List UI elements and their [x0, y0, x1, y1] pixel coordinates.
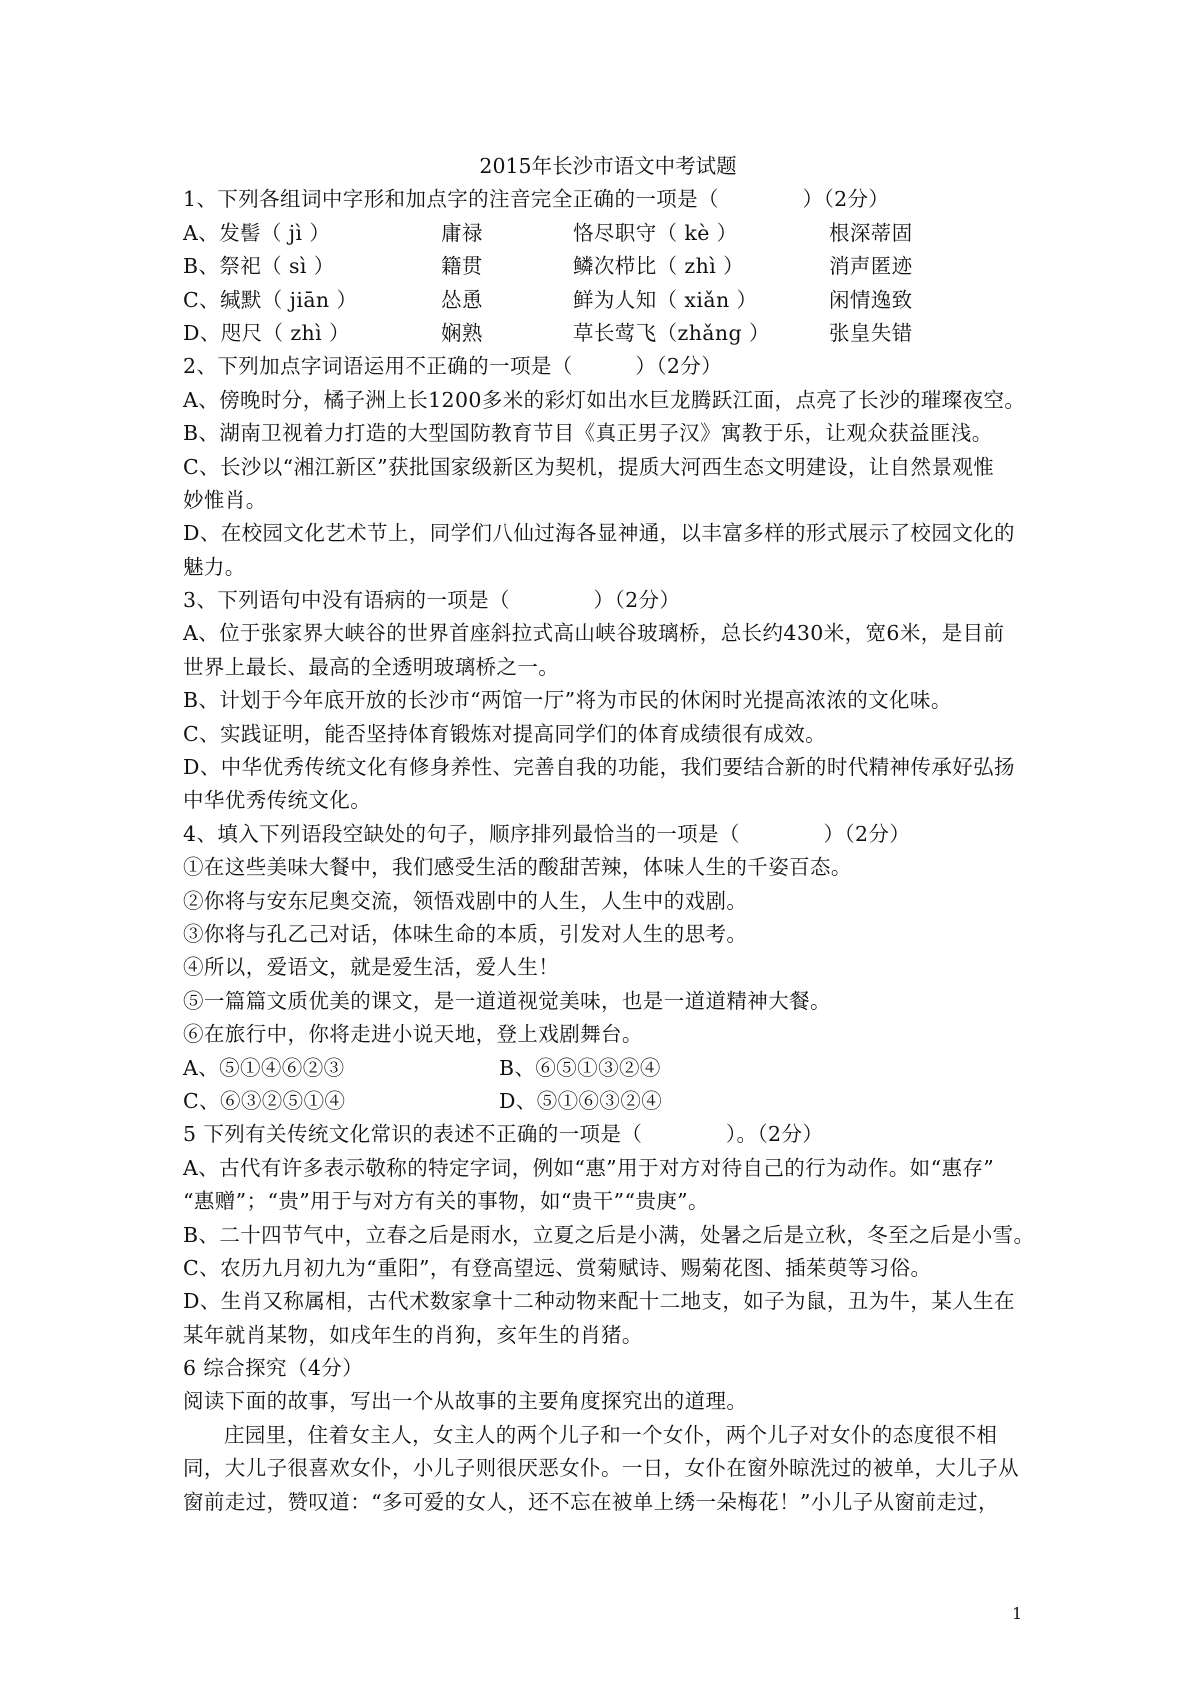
q1-option-cell: 怂恿 — [441, 287, 483, 312]
q4-sentence: ①在这些美味大餐中，我们感受生活的酸甜苦辣，体味人生的千姿百态。 — [183, 855, 852, 880]
q6-story-line: 同，大儿子很喜欢女仆，小儿子则很厌恶女仆。一日，女仆在窗外晾洗过的被单，大儿子从 — [183, 1456, 1019, 1481]
q1-option-cell: 闲情逸致 — [829, 287, 913, 312]
q4-sentence: ③你将与孔乙己对话，体味生命的本质，引发对人生的思考。 — [183, 921, 748, 946]
q1-stem: 1、下列各组词中字形和加点字的注音完全正确的一项是（ ）（2分） — [183, 187, 890, 212]
q1-option-cell: 消声匿迹 — [829, 254, 913, 279]
q4-option: C、⑥③②⑤①④ — [183, 1088, 346, 1113]
q3-text-line: D、中华优秀传统文化有修身养性、完善自我的功能，我们要结合新的时代精神传承好弘扬 — [183, 755, 1015, 780]
q1-option-row — [183, 250, 1033, 283]
q1-option-row — [183, 284, 1033, 317]
q4-option: A、⑤①④⑥②③ — [183, 1055, 345, 1080]
q4-sentence: ④所以，爱语文，就是爱生活，爱人生！ — [183, 955, 560, 980]
q5-stem: 5 下列有关传统文化常识的表述不正确的一项是（ ）。（2分） — [183, 1122, 824, 1147]
q1-option-cell: 籍贯 — [441, 254, 483, 279]
page-number: 1 — [1012, 1604, 1023, 1623]
q4-sentence: ⑥在旅行中，你将走进小说天地，登上戏剧舞台。 — [183, 1022, 643, 1047]
q1-option-row — [183, 317, 1033, 350]
q4-option-row — [183, 1052, 1033, 1085]
q1-option-cell: 鳞次栉比（ zhì ） — [573, 254, 744, 279]
q2-stem: 2、下列加点字词语运用不正确的一项是（ ）（2分） — [183, 354, 723, 379]
q1-option-cell: B、祭祀（ sì ） — [183, 254, 335, 279]
q2-text-line: 妙惟肖。 — [183, 487, 267, 512]
q5-text-line: 某年就肖某物，如戌年生的肖狗，亥年生的肖猪。 — [183, 1322, 643, 1347]
q1-option-cell: C、缄默（ jiān ） — [183, 287, 358, 312]
q3-text-line: 世界上最长、最高的全透明玻璃桥之一。 — [183, 654, 560, 679]
q5-text-line: A、古代有许多表示敬称的特定字词，例如“惠”用于对方对待自己的行为动作。如“惠存” — [183, 1155, 995, 1180]
q4-option: B、⑥⑤①③②④ — [499, 1055, 661, 1080]
q5-text-line: C、农历九月初九为“重阳”，有登高望远、赏菊赋诗、赐菊花图、插茱萸等习俗。 — [183, 1255, 932, 1280]
q5-text-line: B、二十四节气中，立春之后是雨水，立夏之后是小满，处暑之后是立秋，冬至之后是小雪。 — [183, 1222, 1035, 1247]
q6-instruction: 阅读下面的故事，写出一个从故事的主要角度探究出的道理。 — [183, 1389, 748, 1414]
q1-option-cell: D、咫尺（ zhì ） — [183, 320, 350, 345]
q4-sentence: ②你将与安东尼奥交流，领悟戏剧中的人生，人生中的戏剧。 — [183, 888, 748, 913]
q3-text-line: C、实践证明，能否坚持体育锻炼对提高同学们的体育成绩很有成效。 — [183, 721, 827, 746]
q4-sentence: ⑤一篇篇文质优美的课文，是一道道视觉美味，也是一道道精神大餐。 — [183, 988, 831, 1013]
q3-text-line: 中华优秀传统文化。 — [183, 788, 372, 813]
q1-option-row — [183, 217, 1033, 250]
q3-stem: 3、下列语句中没有语病的一项是（ ）（2分） — [183, 588, 681, 613]
q1-option-cell: A、发髻（ jì ） — [183, 220, 331, 245]
q2-text-line: A、傍晚时分，橘子洲上长1200多米的彩灯如出水巨龙腾跃江面，点亮了长沙的璀璨夜空。 — [183, 387, 1026, 412]
q6-story-line: 窗前走过，赞叹道：“多可爱的女人，还不忘在被单上绣一朵梅花！”小儿子从窗前走过， — [183, 1489, 999, 1514]
q2-text-line: B、湖南卫视着力打造的大型国防教育节目《真正男子汉》寓教于乐，让观众获益匪浅。 — [183, 421, 993, 446]
q6-story-line: 庄园里，住着女主人，女主人的两个儿子和一个女仆，两个儿子对女仆的态度很不相 — [224, 1422, 998, 1447]
q1-option-cell: 根深蒂固 — [829, 220, 913, 245]
q2-text-line: D、在校园文化艺术节上，同学们八仙过海各显神通，以丰富多样的形式展示了校园文化的 — [183, 521, 1015, 546]
page-title: 2015年长沙市语文中考试题 — [479, 154, 737, 178]
q4-option-row — [183, 1085, 1033, 1118]
q3-text-line: B、计划于今年底开放的长沙市“两馆一厅”将为市民的休闲时光提高浓浓的文化味。 — [183, 688, 952, 713]
q2-text-line: 魅力。 — [183, 554, 246, 579]
q1-option-cell: 庸禄 — [441, 220, 483, 245]
q1-option-cell: 鲜为人知（ xiǎn ） — [573, 287, 758, 312]
q1-option-cell: 娴熟 — [441, 320, 483, 345]
q2-text-line: C、长沙以“湘江新区”获批国家级新区为契机，提质大河西生态文明建设，让自然景观惟 — [183, 454, 995, 479]
q4-option: D、⑤①⑥③②④ — [499, 1088, 663, 1113]
q5-text-line: D、生肖又称属相，古代术数家拿十二种动物来配十二地支，如子为鼠，丑为牛，某人生在 — [183, 1289, 1015, 1314]
q1-option-cell: 恪尽职守（ kè ） — [573, 220, 738, 245]
q1-option-cell: 张皇失错 — [829, 320, 913, 345]
q6-stem: 6 综合探究（4分） — [183, 1356, 364, 1381]
exam-content — [183, 150, 1033, 1519]
q3-text-line: A、位于张家界大峡谷的世界首座斜拉式高山峡谷玻璃桥，总长约430米，宽6米，是目前 — [183, 621, 1005, 646]
q1-option-cell: 草长莺飞（zhǎng ） — [573, 320, 770, 345]
q5-text-line: “惠赠”；“贵”用于与对方有关的事物，如“贵干”“贵庚”。 — [183, 1189, 709, 1214]
q4-stem: 4、填入下列语段空缺处的句子，顺序排列最恰当的一项是（ ）（2分） — [183, 821, 911, 846]
